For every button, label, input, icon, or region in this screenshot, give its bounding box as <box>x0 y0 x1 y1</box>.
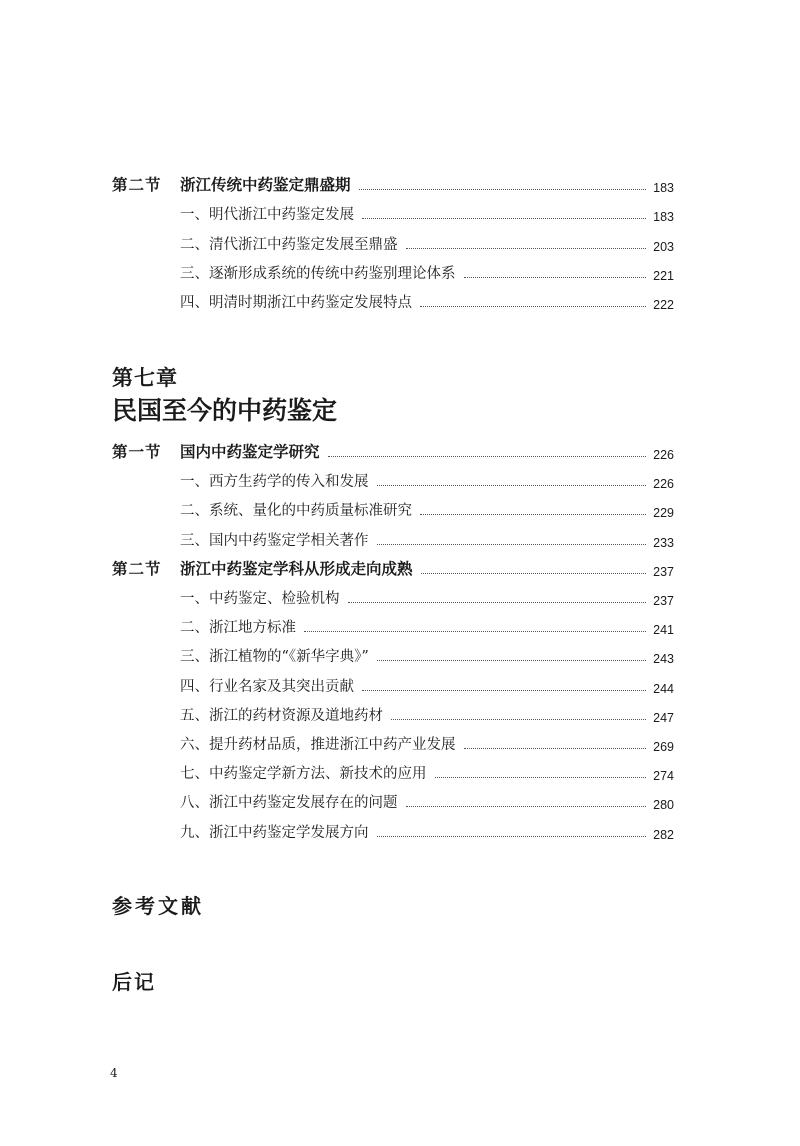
page-ref: 269 <box>653 740 674 754</box>
toc-entry <box>180 440 674 462</box>
page-ref: 229 <box>653 506 674 521</box>
toc-entry <box>180 557 674 579</box>
section-number: 第一节 <box>112 442 162 461</box>
item-title: 五、浙江的药材资源及道地药材 <box>180 707 383 724</box>
page-ref: 183 <box>653 210 674 225</box>
toc-entry <box>180 499 674 520</box>
item-title: 二、浙江地方标准 <box>180 620 296 637</box>
toc-item-row[interactable] <box>0 202 800 226</box>
toc-item-row[interactable] <box>0 644 800 668</box>
dot-leader <box>420 305 646 307</box>
dot-leader <box>377 543 647 545</box>
item-title: 七、中药鉴定学新方法、新技术的应用 <box>180 766 427 783</box>
page-ref: 274 <box>653 769 674 784</box>
toc-entry <box>180 529 674 550</box>
toc-entry <box>180 675 674 696</box>
toc-section-row[interactable] <box>0 557 800 581</box>
item-title: 三、逐渐形成系统的传统中药鉴别理论体系 <box>180 265 456 282</box>
toc-item-row[interactable] <box>0 790 800 814</box>
toc-section-row[interactable] <box>0 173 800 197</box>
toc-entry <box>180 262 674 283</box>
section-title: 浙江中药鉴定学科从形成走向成熟 <box>180 558 413 578</box>
dot-leader <box>362 217 646 219</box>
toc-entry <box>180 470 674 491</box>
dot-leader <box>464 276 647 278</box>
toc-item-row[interactable] <box>0 498 800 522</box>
item-title: 三、浙江植物的“《新华字典》” <box>180 649 369 666</box>
page-ref: 222 <box>653 298 674 313</box>
page-ref: 243 <box>653 652 674 667</box>
page-ref: 183 <box>653 181 674 195</box>
item-title: 八、浙江中药鉴定发展存在的问题 <box>180 795 398 812</box>
page-ref: 203 <box>653 239 674 254</box>
toc-item-row[interactable] <box>0 261 800 285</box>
dot-leader <box>328 455 646 457</box>
section-number: 第二节 <box>112 558 162 578</box>
dot-leader <box>435 776 647 778</box>
dot-leader <box>362 689 646 691</box>
item-title: 二、清代浙江中药鉴定发展至鼎盛 <box>180 236 398 253</box>
section-title: 国内中药鉴定学研究 <box>180 442 320 461</box>
toc-entry <box>180 733 674 754</box>
toc-entry <box>180 762 674 783</box>
page-ref: 282 <box>653 827 674 842</box>
chapter-number: 第七章 <box>112 367 178 390</box>
toc-entry <box>180 203 674 224</box>
toc-item-row[interactable] <box>0 290 800 314</box>
section-title: 浙江传统中药鉴定鼎盛期 <box>180 175 351 194</box>
dot-leader <box>406 805 647 807</box>
dot-leader <box>391 718 646 720</box>
dot-leader <box>359 188 646 190</box>
dot-leader <box>377 835 647 837</box>
dot-leader <box>406 247 647 249</box>
toc-entry <box>180 233 674 254</box>
toc-item-row[interactable] <box>0 761 800 785</box>
item-title: 二、系统、量化的中药质量标准研究 <box>180 503 412 520</box>
dot-leader <box>304 630 646 632</box>
toc-entry <box>180 291 674 312</box>
item-title: 六、提升药材品质，推进浙江中药产业发展 <box>180 737 456 753</box>
item-title: 四、行业名家及其突出贡献 <box>180 678 354 695</box>
toc-item-row[interactable] <box>0 820 800 844</box>
toc-entry <box>180 587 674 608</box>
page-ref: 241 <box>653 623 674 638</box>
toc-section-row[interactable] <box>0 440 800 464</box>
dot-leader <box>420 513 646 515</box>
page-ref: 237 <box>653 564 674 579</box>
page-ref: 221 <box>653 268 674 283</box>
page-ref: 226 <box>653 448 674 462</box>
dot-leader <box>377 659 646 661</box>
item-title: 四、明清时期浙江中药鉴定发展特点 <box>180 295 412 312</box>
item-title: 一、西方生药学的传入和发展 <box>180 474 369 491</box>
page-ref: 237 <box>653 594 674 608</box>
toc-item-row[interactable] <box>0 732 800 756</box>
dot-leader <box>421 572 646 574</box>
page-ref: 244 <box>653 681 674 696</box>
section-number: 第二节 <box>112 175 162 194</box>
toc-entry <box>180 704 674 725</box>
dot-leader <box>348 601 647 603</box>
page-number: 4 <box>110 1066 118 1080</box>
toc-item-row[interactable] <box>0 469 800 493</box>
bibliography-heading[interactable]: 参考文献 <box>112 896 204 918</box>
afterword-heading[interactable]: 后记 <box>112 972 156 994</box>
item-title: 三、国内中药鉴定学相关著作 <box>180 532 369 549</box>
dot-leader <box>464 747 647 749</box>
chapter-title: 民国至今的中药鉴定 <box>112 397 338 425</box>
toc-item-row[interactable] <box>0 528 800 552</box>
toc-entry <box>180 791 674 812</box>
item-title: 一、明代浙江中药鉴定发展 <box>180 207 354 224</box>
toc-item-row[interactable] <box>0 232 800 256</box>
item-title: 九、浙江中药鉴定学发展方向 <box>180 824 369 841</box>
toc-entry <box>180 645 674 666</box>
page-ref: 226 <box>653 477 674 492</box>
item-title: 一、中药鉴定、检验机构 <box>180 591 340 607</box>
toc-item-row[interactable] <box>0 615 800 639</box>
toc-entry <box>180 821 674 842</box>
toc-item-row[interactable] <box>0 674 800 698</box>
page-ref: 280 <box>653 798 674 813</box>
dot-leader <box>377 484 647 486</box>
toc-item-row[interactable] <box>0 586 800 610</box>
page-ref: 233 <box>653 535 674 550</box>
toc-entry <box>180 173 674 195</box>
page-ref: 247 <box>653 710 674 725</box>
toc-item-row[interactable] <box>0 703 800 727</box>
toc-entry <box>180 616 674 637</box>
